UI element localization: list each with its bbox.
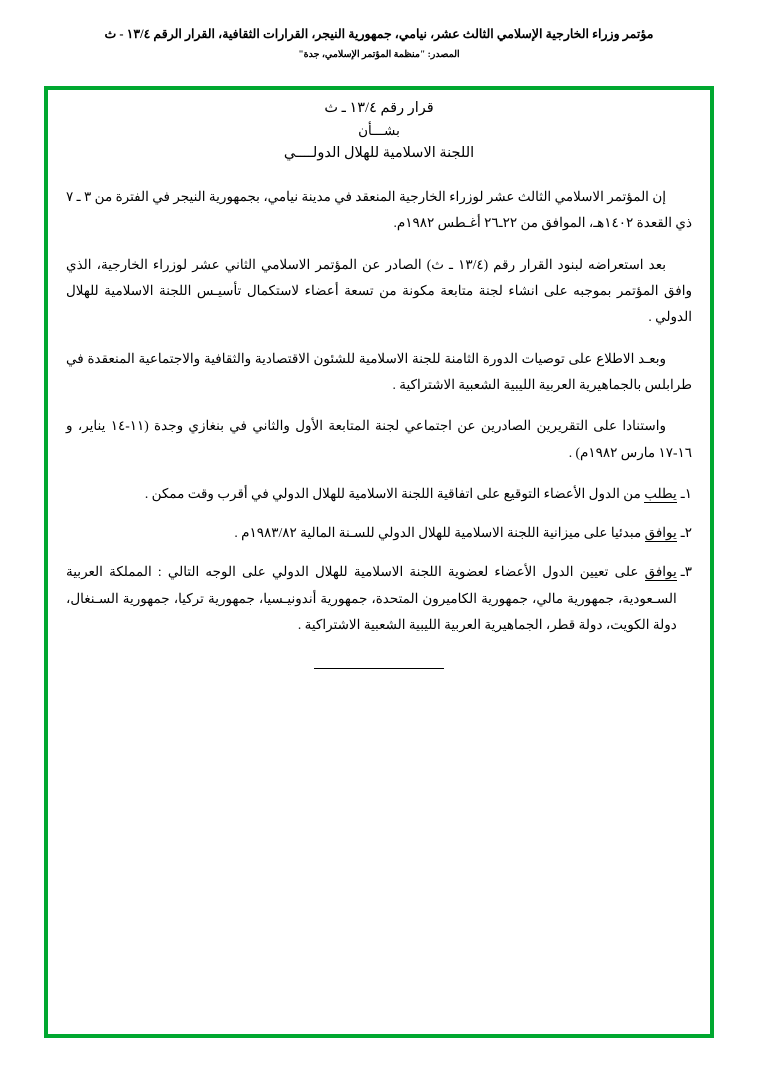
list-item-lead: يوافق: [644, 525, 677, 541]
list-item-marker: ١ـ: [680, 485, 692, 501]
list-item-text: [66, 481, 677, 507]
page-title: اللجنة الاسلامية للهلال الدولــــي: [283, 145, 475, 161]
list-item-body: على تعيين الدول الأعضاء لعضوية اللجنة الاسلامية للهلال الدولي على الوجه التالي : المملكة العربية السـعودية، جمهورية مالي، جمهورية الكاميرون المتحدة، جمهورية أندونيـسيا، جمهورية تركيا، جمهورية السـنغال، دولة الكويت، دولة قطر، الجماهيرية العربية الليبية الشعبية الاشتراكية .: [66, 564, 677, 633]
list-item-lead: يطلب: [644, 485, 677, 501]
list-item-body: مبدئيا على ميزانية اللجنة الاسلامية للهلال الدولي للسـنة المالية ١٩٨٣/٨٢م .: [234, 525, 642, 541]
section-divider: [314, 668, 444, 669]
list-item-lead: يوافق: [644, 564, 677, 580]
list-item-body: من الدول الأعضاء التوقيع على اتفاقية اللجنة الاسلامية للهلال الدولي في أقرب وقت ممكن .: [144, 485, 641, 501]
list-item-text: [66, 559, 677, 638]
page-header: [0, 26, 758, 60]
decision-number: قرار رقم ١٣/٤ ـ ث: [324, 100, 434, 116]
header-conference-line: مؤتمر وزراء الخارجية الإسلامي الثالث عشر، نيامي، جمهورية النيجر، القرارات الثقافية، القرار الرقم ١٣/٤ - ث: [104, 27, 654, 41]
paragraph-preamble-1: إن المؤتمر الاسلامي الثالث عشر لوزراء الخارجية المنعقد في مدينة نيامي، بجمهورية النيجر في الفترة من ٣ ـ ٧ ذي القعدة ١٤٠٢هـ، الموافق من ٢٢ـ٢٦ أغـطس ١٩٨٢م.: [66, 189, 692, 231]
paragraph-preamble-2: بعد استعراضه لبنود القرار رقم (١٣/٤ ـ ث) الصادر عن المؤتمر الاسلامي الثاني عشر لوزراء الخارجية، الذي وافق المؤتمر بموجبه على انشاء لجنة متابعة مكونة من تسعة أعضاء لاستكمال تأسيـس اللجنة الاسلامية للهلال الدولي .: [66, 256, 692, 325]
title-block: [66, 100, 692, 162]
document-body: [66, 100, 692, 669]
list-item-marker: ٢ـ: [680, 525, 692, 541]
list-item: [66, 520, 692, 546]
list-item-marker: ٣ـ: [680, 564, 692, 580]
header-source-line: المصدر: "منظمة المؤتمر الإسلامي، جدة": [298, 50, 460, 60]
numbered-resolutions: [66, 481, 692, 639]
paragraph-preamble-4: واستنادا على التقريرين الصادرين عن اجتماعي لجنة المتابعة الأول والثاني في بنغازي وجدة (١١-١٤ يناير، و ١٦-١٧ مارس ١٩٨٢م) .: [66, 418, 692, 460]
list-item: [66, 559, 692, 638]
list-item: [66, 481, 692, 507]
list-item-text: [66, 520, 677, 546]
paragraph-preamble-3: وبعـد الاطلاع على توصيات الدورة الثامنة للجنة الاسلامية للشئون الاقتصادية والثقافية والاجتماعية المنعقدة في طرابلس بالجماهيرية العربية الليبية الشعبية الاشتراكية .: [66, 350, 692, 392]
about-label: بشـــأن: [358, 123, 400, 138]
